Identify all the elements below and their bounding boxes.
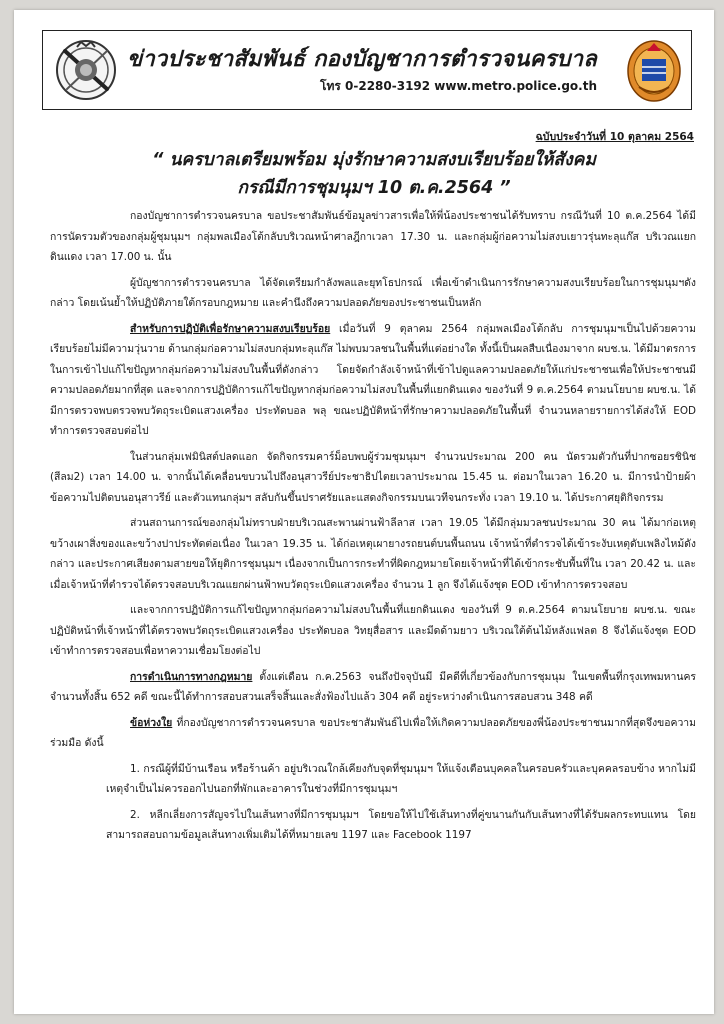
letterhead-title: ข่าวประชาสัมพันธ์ กองบัญชาการตำรวจนครบาล <box>127 47 597 72</box>
operations-text: เมื่อวันที่ 9 ตุลาคม 2564 กลุ่มพลเมืองโต้กลับ การชุมนุมฯเป็นไปด้วยความเรียบร้อยไม่มีความวุ่นวาย ด้านกลุ่มก่อความไม่สงบกลุ่มทะลุแก๊ส ไม่พบมวลชนในพื้นที่แต่อย่างใด ทั้งนี้เป็นผลสืบเนื่องมาจาก ผบช.น. ได้มีมาตรการในการเข้าไปแก้ไขปัญหากลุ่มก่อความไม่สงบในพื้นที่ดังกล่าว โดยจัดกำลังเจ้าหน้าที่เข้าไปดูแลความปลอดภัยให้แก่ประชาชนเพื่อให้ประชาชนมีความปลอดภัยมากที่สุด และจากการปฏิบัติการแก้ไขปัญหากลุ่มก่อความไม่สงบในพื้นที่แยกดินแดง ของวันที่ 9 ต.ค.2564 ตามนโยบาย ผบช.น. ได้มีการตรวจพบตรวจพบวัตถุระเบิดแสวงเครื่อง ประทัดบอล พลุ ขณะปฏิบัติหน้าที่รักษาความปลอดภัยในพื้นที่ จำนวนหลายรายการได้ส่งให้ EOD ทำการตรวจสอบต่อไป <box>50 322 696 437</box>
paragraph-feminist-group: ในส่วนกลุ่มเฟมินิสต์ปลดแอก จัดกิจกรรมคาร์ม็อบพบผู้ร่วมชุมนุมฯ จำนวนประมาณ 200 คน นัดรวมตัวกันที่ปากซอยรชินิช (สีลม2) เวลา 14.00 น. จากนั้นได้เคลื่อนขบวนไปถึงอนุสาวรีย์ประชาธิปไตยเวลาประมาณ 15.45 น. ต่อมาในเวลา 16.20 น. มีการนำป้ายผ้าข้อความไปติดบนอนุสาวรีย์ และตัวแทนกลุ่มฯ สลับกันขึ้นปราศรัยและแสดงกิจกรรมบนเวทีจนกระทั่ง เวลา 19.10 น. ได้ประกาศยุติกิจกรรม <box>50 450 696 504</box>
operations-heading: สำหรับการปฏิบัติเพื่อรักษาความสงบเรียบร้อย <box>130 322 331 335</box>
concerns-text: ที่กองบัญชาการตำรวจนครบาล ขอประชาสัมพันธ์ไปเพื่อให้เกิดความปลอดภัยของพี่น้องประชาชนมากที่สุดจึงขอความร่วมมือ ดังนี้ <box>50 716 696 749</box>
document-page <box>14 10 714 1014</box>
paragraph-operations <box>50 319 696 442</box>
legal-action-heading: การดำเนินการทางกฎหมาย <box>130 670 253 683</box>
legal-action-text: ตั้งแต่เดือน ก.ค.2563 จนถึงปัจจุบันมี มีคดีที่เกี่ยวข้องกับการชุมนุม ในเขตพื้นที่กรุงเทพมหานคร จำนวนทั้งสิ้น 652 คดี ขณะนี้ได้ทำการสอบสวนเสร็จสิ้นและสั่งฟ้องไปแล้ว 304 คดี อยู่ระหว่างดำเนินการสอบสวน 348 คดี <box>50 670 696 703</box>
paragraph-intro: กองบัญชาการตำรวจนครบาล ขอประชาสัมพันธ์ข้อมูลข่าวสารเพื่อให้พี่น้องประชาชนได้รับทราบ กรณีวันที่ 10 ต.ค.2564 ได้มีการนัดรวมตัวของกลุ่มผู้ชุมนุมฯ กลุ่มพลเมืองโต้กลับบริเวณหน้าศาลฎีกาเวลา 17.30 น. และกลุ่มผู้ก่อความไม่สงบเยาวรุ่นทะลุแก๊ส บริเวณแยกดินแดง เวลา 17.00 น. นั้น <box>50 210 696 263</box>
issue-date: ฉบับประจำวันที่ 10 ตุลาคม 2564 <box>535 131 694 143</box>
headline-line-2: กรณีมีการชุมนุมฯ 10 ต.ค.2564 ” <box>237 178 511 198</box>
metro-police-seal-icon <box>625 37 683 103</box>
paragraph-concerns <box>50 713 696 754</box>
letterhead <box>42 30 692 110</box>
paragraph-phan-fa-incident: ส่วนสถานการณ์ของกลุ่มไม่ทราบฝ่ายบริเวณสะพานผ่านฟ้าลีลาส เวลา 19.05 ได้มีกลุ่มมวลชนประมาณ 30 คน ได้มาก่อเหตุขว้างเผาสิ่งของและขว้างปาประทัดต่อเนื่อง ในเวลา 19.35 น. ได้ก่อเหตุเผายางรถยนต์บนพื้นถนน เจ้าหน้าที่ตำรวจได้เข้าระงับเหตุดับเพลิงไหม้ดังกล่าว และประกาศเสียงตามสายขอให้ยุติการชุมนุมฯ เนื่องจากเป็นการกระทำที่ผิดกฎหมายโดยเจ้าหน้าที่ได้เข้ากระชับพื้นที่ใน เวลา 20.42 น. และเมื่อเจ้าหน้าที่ตำรวจได้ตรวจสอบบริเวณแยกผ่านฟ้าพบวัตถุระเบิดแสวงเครื่อง จำนวน 1 ลูก จึงได้แจ้งชุด EOD เข้าทำการตรวจสอบ <box>50 517 696 591</box>
paragraph-preparation: ผู้บัญชาการตำรวจนครบาล ได้จัดเตรียมกำลังพลและยุทโธปกรณ์ เพื่อเข้าดำเนินการรักษาความสงบเรียบร้อยในการชุมนุมฯดังกล่าว โดยเน้นย้ำให้ปฏิบัติภายใต้กรอบกฎหมาย และคำนึงถึงความปลอดภัยของประชาชนเป็นหลัก <box>50 276 696 309</box>
letterhead-contact: โทร 0-2280-3192 www.metro.police.go.th <box>320 79 597 93</box>
article-body <box>50 206 696 851</box>
concerns-heading: ข้อห่วงใย <box>130 716 173 729</box>
police-emblem-icon <box>55 39 117 101</box>
list-item: 1. กรณีผู้ที่มีบ้านเรือน หรือร้านค้า อยู่บริเวณใกล้เคียงกับจุดที่ชุมนุมฯ ให้แจ้งเตือนบุคคลในครอบครัวและบุคคลรอบข้าง หากไม่มีเหตุจำเป็นไม่ควรออกไปนอกที่พักและอาคารในช่วงที่มีการชุมนุมฯ <box>106 762 696 795</box>
paragraph-din-daeng-eod: และจากการปฏิบัติการแก้ไขปัญหากลุ่มก่อความไม่สงบในพื้นที่แยกดินแดง ของวันที่ 9 ต.ค.2564 ตามนโยบาย ผบช.น. ขณะปฏิบัติหน้าที่เจ้าหน้าที่ได้ตรวจพบวัตถุระเบิดแสวงเครื่อง ประทัดบอล วิทยุสื่อสาร และมีดด้ามยาว บริเวณใต้ต้นไม้หลังแฟลต 8 จึงได้แจ้งชุด EOD เข้าทำการตรวจสอบเพื่อหาความเชื่อมโยงต่อไป <box>50 604 696 657</box>
headline-line-1: “ นครบาลเตรียมพร้อม มุ่งรักษาความสงบเรียบร้อยให้สังคม <box>152 150 596 170</box>
paragraph-legal-action <box>50 667 696 708</box>
list-item: 2. หลีกเลี่ยงการสัญจรไปในเส้นทางที่มีการชุมนุมฯ โดยขอให้ไปใช้เส้นทางที่คู่ขนานกันกับเส้นทางที่ได้รับผลกระทบแทน โดยสามารถสอบถามข้อมูลเส้นทางเพิ่มเติมได้ที่หมายเลข 1197 และ Facebook 1197 <box>106 808 696 841</box>
headline <box>54 146 694 202</box>
